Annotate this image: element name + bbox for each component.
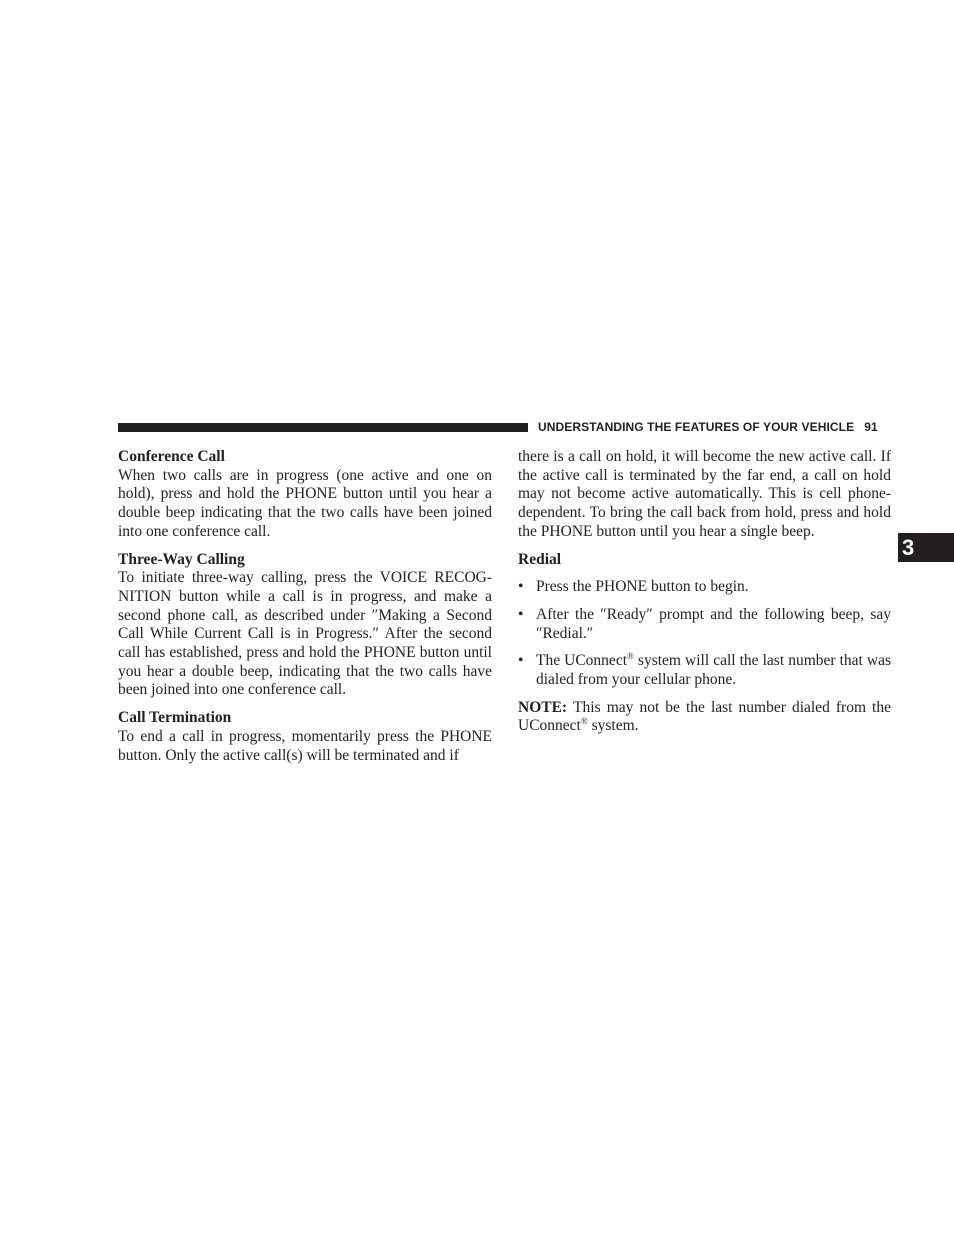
heading-conference-call: Conference Call	[118, 448, 225, 465]
running-header	[538, 420, 891, 434]
note-label: NOTE:	[518, 698, 568, 716]
page-number: 91	[864, 420, 878, 434]
bullet-icon: •	[518, 652, 524, 670]
left-column	[118, 448, 492, 774]
list-item	[518, 606, 891, 643]
list-item-text-post: system will call the last number that was dialed from your cellular phone.	[536, 652, 892, 689]
body-conference-call: When two calls are in progress (one active and one on hold), press and hold the PHONE button until you hear a double beep indicating that the two calls have been joined into one conference call.	[118, 466, 492, 540]
note-text-pre: This may not be the last number dialed from the UConnect	[518, 698, 891, 735]
section-redial	[518, 551, 891, 690]
redial-steps	[518, 578, 891, 690]
section-continuation	[518, 448, 891, 542]
header-title: UNDERSTANDING THE FEATURES OF YOUR VEHICLE	[538, 420, 855, 434]
list-item-text: After the ″Ready″ prompt and the following beep, say ″Redial.″	[536, 605, 891, 642]
section-three-way-calling	[118, 551, 492, 701]
list-item-text-pre: The UConnect	[536, 652, 628, 670]
body-continuation: there is a call on hold, it will become the new active call. If the active call is terminated by the far end, a call on hold may not become active automatically. This is cell phone-dependent. To bring the call back from hold, press and hold the PHONE button until you hear a single beep.	[518, 448, 891, 540]
right-column	[518, 448, 891, 736]
section-conference-call	[118, 448, 492, 542]
section-call-termination	[118, 709, 492, 765]
chapter-tab: 3	[898, 533, 954, 562]
heading-redial: Redial	[518, 550, 562, 568]
registered-mark: ®	[580, 716, 588, 727]
list-item-text: Press the PHONE button to begin.	[536, 578, 749, 596]
bullet-icon: •	[518, 605, 524, 623]
heading-call-termination: Call Termination	[118, 709, 232, 727]
list-item	[518, 578, 891, 597]
list-item	[518, 652, 891, 689]
bullet-icon: •	[518, 578, 524, 596]
note-text-post: system.	[587, 717, 639, 735]
registered-mark: ®	[627, 651, 634, 662]
heading-three-way-calling: Three-Way Calling	[118, 550, 245, 568]
body-call-termination: To end a call in progress, momentarily press the PHONE button. Only the active call(s) will be terminated and if	[118, 727, 492, 764]
note	[518, 699, 891, 736]
body-three-way-calling: To initiate three-way calling, press the VOICE RECOG-NITION button while a call is in progress, and make a second phone call, as described under ″Making a Second Call While Current Call is in Progress.″ After the second call has established, press and hold the PHONE button until you hear a double beep, indicating that the two calls have been joined into one conference call.	[118, 569, 492, 699]
header-rule	[118, 423, 528, 432]
